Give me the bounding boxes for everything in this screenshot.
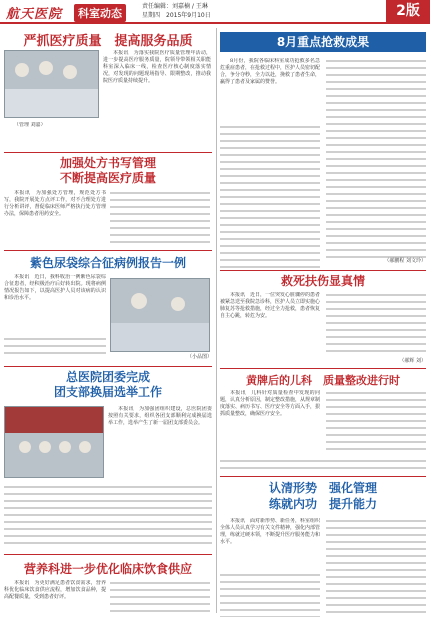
article-8-body-right	[326, 392, 426, 455]
article-4-title-line2: 团支部换届选举工作	[53, 385, 162, 399]
page-number-badge: 2版	[386, 0, 430, 22]
left-column	[4, 28, 212, 600]
article-9-title-line2: 练就内功 提升能力	[268, 497, 377, 511]
article-2-body-left: 本报讯 为加强处方管理，规范处方书写，我院开展处方点评工作，对不合理处方进行分析讲评，督促临床医师严格执行处方管理办法，保障患者用药安全。	[4, 190, 106, 217]
article-6-banner: 8月重点抢救成果	[220, 32, 426, 52]
article-2-title	[4, 156, 212, 186]
article-2-body-right	[110, 192, 210, 248]
article-9-title	[220, 480, 426, 512]
article-2-title-line1: 加强处方书写管理	[59, 156, 156, 170]
article-6-caption: （郝鹏程 刘文玲）	[384, 258, 426, 264]
article-5-title: 营养科进一步优化临床饮食供应	[23, 562, 192, 576]
article-1-title: 严抓医疗质量 提高服务品质	[23, 34, 193, 49]
article-5-body: 本报讯 为更好满足患者饮食需求，营养科优化临床饮食供应流程，增加饮食品种，提高配餐质量，受到患者好评。	[4, 580, 106, 600]
article-6-body: 8月份，我院各临床科室成功抢救多名急危重症患者，在抢救过程中，医护人员密切配合，争分夺秒，全力以赴，挽救了患者生命，赢得了患者及家属的赞誉。	[220, 58, 320, 85]
article-9-body-cont	[220, 574, 320, 617]
article-3-photo	[110, 278, 210, 352]
article-3-body: 本报讯 近日，我科收治一例紫色尿袋综合征患者，经积极治疗后好转出院。现将病例情况报告如下，以提高医护人员对该病的认识和诊治水平。	[4, 274, 106, 301]
article-1-body: 本报讯 为落实我院医疗质量管理年活动，进一步提高医疗服务质量，院领导带领相关职能科室深入临床一线，检查医疗核心制度落实情况，对发现的问题现场指导、限期整改，推动我院医疗质量持续提升。	[103, 50, 211, 84]
article-5-body-right	[110, 582, 210, 617]
article-8-body: 本报讯 儿科针对质量检查中发现的问题，认真分析原因，制定整改措施，从规章制度落实、病历书写、医疗安全等方面入手，狠抓质量整改，确保医疗安全。	[220, 390, 320, 417]
article-4-title-line1: 总医院团委完成	[65, 370, 150, 384]
article-4-title	[4, 370, 212, 400]
article-9-body-right	[326, 520, 426, 617]
header-meta	[142, 2, 211, 20]
article-9-body: 本报讯 面对新形势、新任务，科室组织全体人员认真学习有关文件精神，强化内部管理，练就过硬本领，不断提升医疗服务能力和水平。	[220, 518, 320, 545]
date-line: 星期四 2015年9月10日	[142, 12, 211, 19]
masthead: 航天医院	[6, 7, 63, 22]
article-6-body-cont	[220, 126, 320, 273]
article-1-photo	[4, 50, 99, 118]
article-6-body-right	[326, 60, 426, 263]
article-4-photo	[4, 406, 104, 478]
article-1-caption: （管理 刘嘉）	[14, 122, 46, 128]
article-2-title-line2: 不断提高医疗质量	[59, 171, 156, 185]
article-8-body-cont	[220, 460, 426, 474]
page-header	[0, 0, 430, 24]
article-4-body-cont	[4, 486, 212, 549]
article-7-title: 救死扶伤显真情	[280, 274, 365, 288]
article-9-title-line1: 认清形势 强化管理	[268, 481, 377, 495]
editor-line: 责任编辑：刘嘉楠 / 王琳	[142, 3, 208, 10]
article-3-body-cont	[4, 338, 106, 359]
article-3-caption: （小品图）	[186, 354, 212, 360]
article-8-title: 黄牌后的儿科 质量整改进行时	[246, 374, 400, 387]
article-7-body: 本报讯 近日，一位突发心脏骤停的患者被紧急送至我院急诊科，医护人员立即实施心肺复苏等抢救措施，经过全力抢救，患者恢复自主心跳，转危为安。	[220, 292, 320, 319]
article-7-caption: （郝辉 刘）	[399, 358, 426, 364]
section-title: 科室动态	[74, 4, 126, 22]
article-3-title: 紫色尿袋综合征病例报告一例	[29, 256, 186, 270]
article-4-body: 本报讯 为加强团组织建设，总医院团委按照有关要求，组织各团支部顺利完成换届选举工作，选举产生了新一届团支部委员会。	[108, 406, 212, 426]
article-7-body-right	[326, 294, 426, 357]
